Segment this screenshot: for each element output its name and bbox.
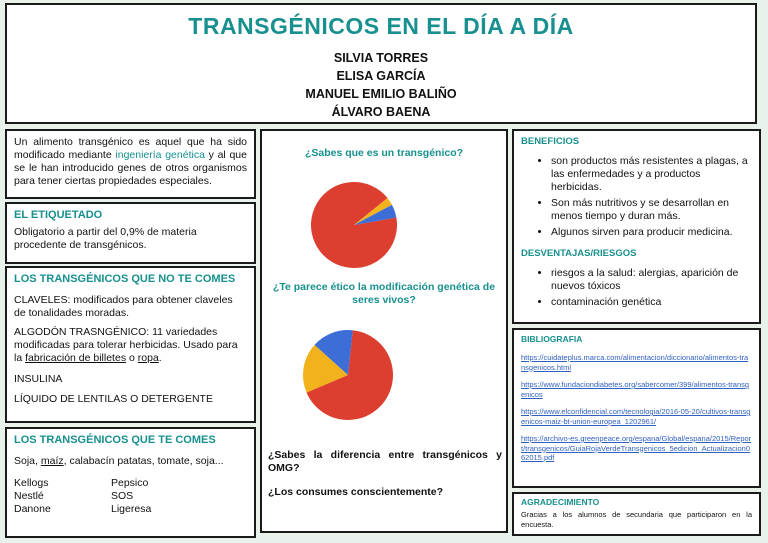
intro-text	[14, 136, 247, 188]
agradecimiento-title: AGRADECIMIENTO	[521, 497, 600, 507]
intro-panel	[5, 129, 256, 199]
brand-item: SOS	[111, 490, 134, 502]
ingenieria-link[interactable]: ingeniería genética	[115, 149, 205, 161]
bibliografia-title: BIBLIOGRAFIA	[521, 334, 583, 344]
bibliography-link[interactable]: https://archivo-es.greenpeace.org/espana/Global/espana/2015/Report/transgenicos/GuiaRojaVerdeTransgenicos_5edicion_Actualizacion062015.pdf	[521, 434, 752, 462]
algodon-text-start: ALGODÓN TRASNGÉNICO: 11 variedades modificadas para tolerar herbicidas. Usado para la	[14, 326, 238, 364]
agradecimiento-text: Gracias a los alumnos de secundaria que participaron en la encuesta.	[521, 510, 752, 529]
brand-item: Danone	[14, 503, 51, 515]
algodon-text	[14, 326, 247, 365]
maiz-link[interactable]: maíz	[40, 455, 64, 467]
billetes-link[interactable]: fabricación de billetes	[25, 352, 127, 364]
brand-item: Kellogs	[14, 477, 49, 489]
author-name: ELISA GARCÍA	[336, 69, 426, 83]
no-comes-title: LOS TRANSGÉNICOS QUE NO TE COMES	[14, 273, 236, 285]
claveles-text: CLAVELES: modificados para obtener claveles de tonalidades moradas.	[14, 294, 233, 319]
etiquetado-title: EL ETIQUETADO	[14, 209, 103, 221]
pie-chart-2-frame	[268, 323, 432, 426]
agradecimiento-panel	[512, 492, 761, 536]
pie-chart-1-frame	[270, 179, 448, 269]
beneficios-panel	[512, 129, 761, 324]
brand-column-left	[14, 477, 111, 516]
author-name: MANUEL EMILIO BALIÑO	[305, 87, 457, 101]
comes-panel	[5, 427, 256, 538]
poster-title: TRANSGÉNICOS EN EL DÍA A DÍA	[188, 13, 574, 39]
algodon-text-mid: o	[126, 352, 138, 364]
beneficios-list	[521, 155, 752, 239]
header-panel	[5, 3, 757, 124]
brand-column-right	[111, 477, 151, 516]
etiquetado-panel	[5, 202, 256, 264]
pie-chart-1-slices	[311, 182, 397, 268]
brand-list	[14, 477, 247, 516]
lentilas-text: LÍQUIDO DE LENTILAS O DETERGENTE	[14, 393, 213, 405]
list-item: • contaminación genética	[551, 296, 752, 309]
desventajas-title: DESVENTAJAS/RIESGOS	[521, 248, 637, 259]
foods-text	[14, 455, 247, 468]
question-2-title: ¿Te parece ético la modificación genética de seres vivos?	[272, 281, 496, 306]
pie-chart-1	[270, 179, 448, 269]
author-list	[7, 49, 755, 121]
question-1-title: ¿Sabes que es un transgénico?	[304, 147, 464, 159]
ropa-link[interactable]: ropa	[137, 352, 159, 364]
pie-chart-2-slices	[303, 330, 393, 420]
beneficios-title: BENEFICIOS	[521, 136, 580, 147]
no-comes-panel	[5, 266, 256, 423]
insulina-text: INSULINA	[14, 373, 63, 385]
question-4-text: ¿Los consumes conscientemente?	[268, 486, 444, 498]
brand-item: Nestlé	[14, 490, 44, 502]
author-name: SILVIA TORRES	[333, 51, 429, 65]
bibliography-link[interactable]: https://cuidateplus.marca.com/alimentacion/diccionario/alimentos-transgenicos.html	[521, 353, 749, 372]
survey-panel	[260, 129, 508, 533]
comes-title: LOS TRANSGÉNICOS QUE TE COMES	[14, 434, 216, 446]
etiquetado-text: Obligatorio a partir del 0,9% de materia procedente de transgénicos.	[14, 226, 197, 251]
bibliography-list	[521, 353, 752, 463]
desventajas-list	[521, 267, 752, 309]
question-3-text: ¿Sabes la diferencia entre transgénicos y OMG?	[268, 449, 502, 474]
brand-item: Ligeresa	[111, 503, 152, 515]
bibliography-link[interactable]: https://www.elconfidencial.com/tecnologia/2016-05-20/cultivos-transgenicos-maiz-bt-union-europea_1202961/	[521, 407, 751, 426]
foods-text-start: Soja,	[14, 455, 41, 467]
foods-text-end: , calabacín patatas, tomate, soja...	[63, 455, 224, 467]
bibliografia-panel	[512, 328, 761, 488]
intro-text-end: y al que se le han introducido genes de otros organismos para tener ciertas propiedades especiales.	[14, 149, 247, 187]
bibliography-link[interactable]: https://www.fundaciondiabetes.org/sabercomer/399/alimentos-transgenicos	[521, 380, 750, 399]
list-item: • Son más nutritivos y se desarrollan en menos tiempo y duran más.	[551, 197, 752, 223]
author-name: ÁLVARO BAENA	[331, 105, 431, 119]
list-item: • Algunos sirven para producir medicina.	[551, 226, 752, 239]
list-item: • son productos más resistentes a plagas, a las enfermedades y a productos herbicidas.	[551, 155, 752, 194]
list-item: • riesgos a la salud: alergias, aparición de nuevos tóxicos	[551, 267, 752, 293]
brand-item: Pepsico	[111, 477, 149, 489]
intro-text-start: Un alimento transgénico es aquel que ha sido modificado mediante	[14, 136, 247, 161]
pie-chart-2	[268, 323, 432, 426]
algodon-text-end: .	[158, 352, 162, 364]
